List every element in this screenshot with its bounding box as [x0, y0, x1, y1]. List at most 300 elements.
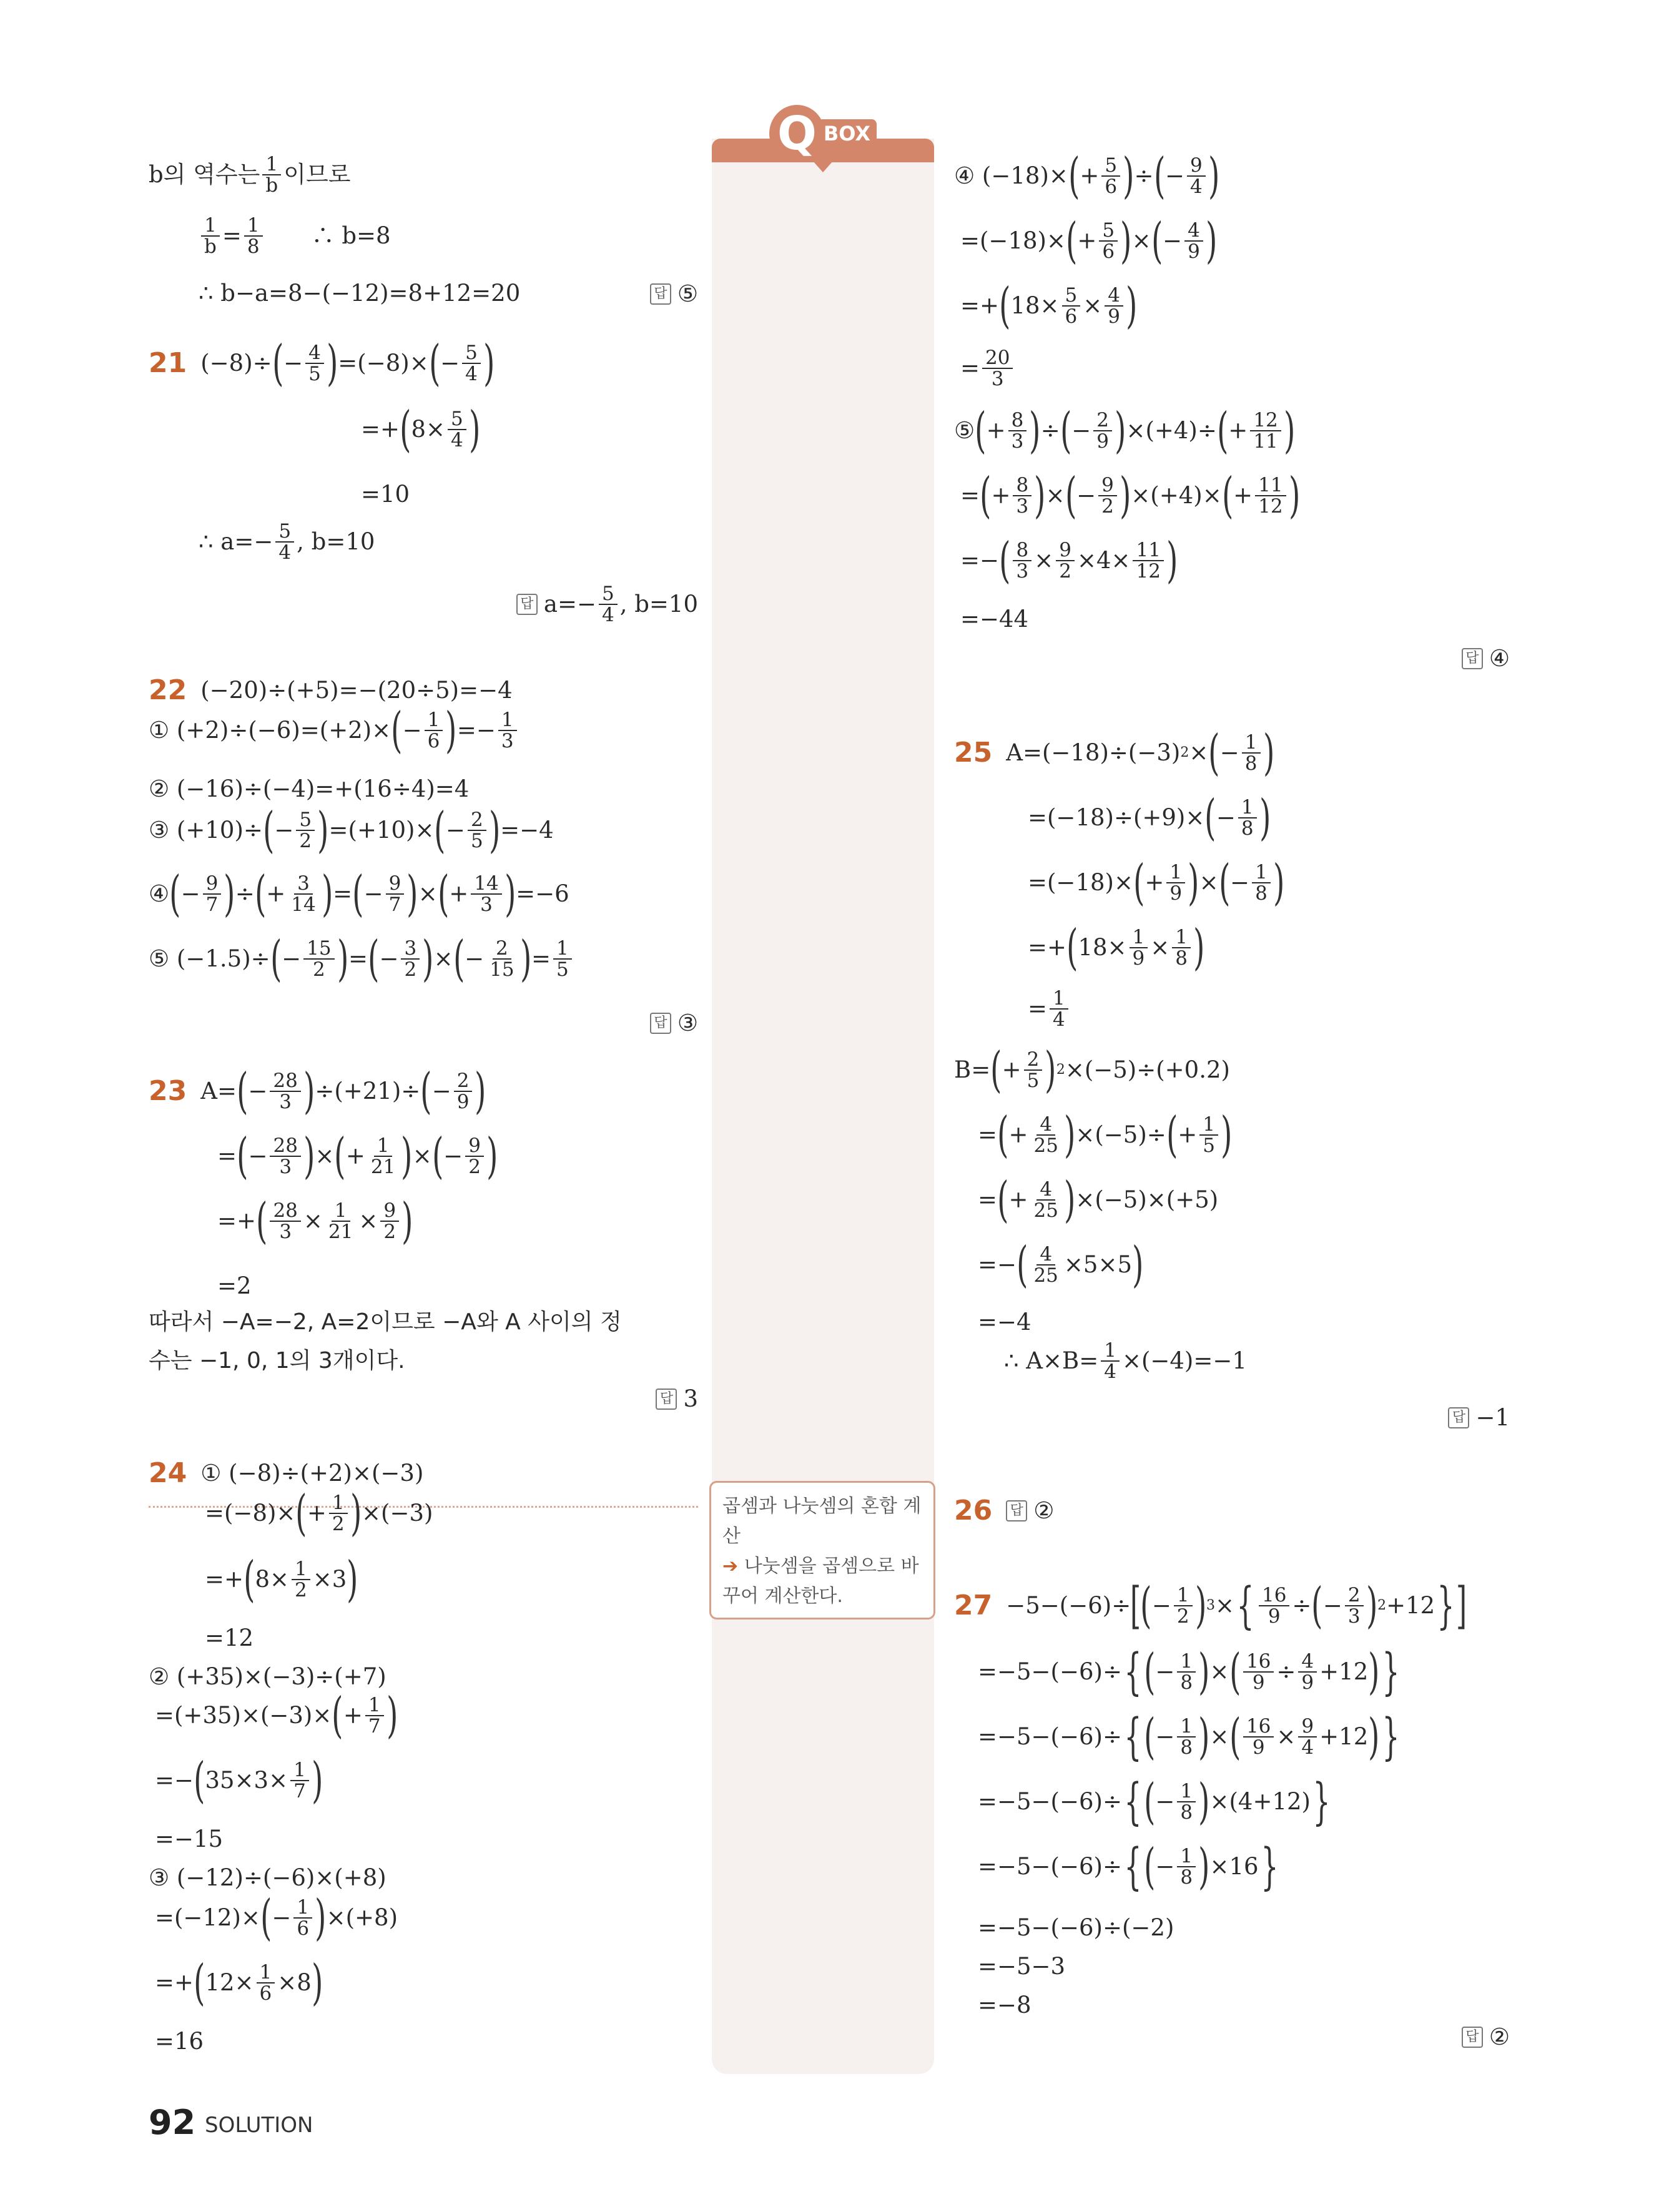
- denominator: 7: [388, 893, 401, 916]
- paren: ): [475, 1063, 486, 1119]
- fraction: [1008, 410, 1027, 451]
- math-text: ×: [1209, 1658, 1229, 1685]
- denominator: 2: [332, 1513, 345, 1535]
- denominator: 8: [1180, 1671, 1193, 1694]
- math-text: ② (−16)÷(−4)=+(16÷4)=4: [149, 775, 470, 802]
- paren: (: [980, 468, 992, 524]
- paren: (: [453, 931, 465, 987]
- problem-number: 22: [149, 674, 187, 706]
- math-text: +: [991, 482, 1011, 509]
- numerator: 5: [599, 584, 618, 605]
- math-text: ④ (−18)×: [954, 162, 1068, 189]
- answer-icon: 답: [650, 1013, 671, 1034]
- math-text: =: [978, 1121, 998, 1148]
- denominator: 7: [368, 1715, 381, 1738]
- paren: ): [224, 866, 235, 922]
- math-text: −: [283, 350, 303, 376]
- math-text: 12×: [205, 1969, 254, 1996]
- paren: (: [237, 1128, 249, 1184]
- answer-a21: [516, 584, 698, 625]
- numerator: 4: [305, 343, 324, 364]
- math-text: =+: [205, 1566, 244, 1593]
- math-text: =−15: [155, 1826, 224, 1852]
- fraction: [1174, 1585, 1193, 1626]
- denominator: b: [204, 235, 217, 258]
- paren: ): [1166, 533, 1178, 589]
- solution-line-q23b: [217, 1128, 498, 1184]
- problem-number: 27: [954, 1590, 993, 1621]
- math-text: ×: [315, 1143, 335, 1169]
- solution-line-q23c: [217, 1193, 413, 1249]
- paren: ): [1126, 278, 1138, 334]
- paren: (: [990, 1042, 1002, 1098]
- paren: (: [997, 1107, 1009, 1163]
- paren: ): [311, 1955, 323, 2011]
- math-text: +: [1008, 1121, 1028, 1148]
- paren: (: [1068, 148, 1080, 204]
- denominator: 21: [370, 1156, 396, 1178]
- denominator: 2: [468, 1156, 481, 1178]
- fraction: [270, 1071, 300, 1112]
- paren: (: [400, 401, 411, 458]
- solution-line-q25e: [1028, 984, 1071, 1034]
- numerator: 8: [1013, 540, 1031, 561]
- fraction: [1099, 220, 1118, 262]
- math-text: ÷: [1276, 1658, 1296, 1685]
- fraction: [1252, 862, 1271, 903]
- math-text: =−5−(−6)÷: [978, 1788, 1122, 1815]
- answer-a25: [1448, 1404, 1510, 1432]
- numerator: 28: [270, 1136, 300, 1157]
- math-text: b의 역수는: [149, 161, 260, 188]
- math-text: ③ (+10)÷: [149, 817, 263, 843]
- fraction: [275, 521, 294, 563]
- numerator: 9: [380, 1201, 399, 1222]
- fraction: [1013, 540, 1031, 581]
- denominator: 12: [1136, 560, 1161, 582]
- paren: ): [303, 1128, 315, 1184]
- paren: (: [295, 1485, 307, 1541]
- math-text: −: [248, 1078, 268, 1104]
- solution-line-q22e: [149, 866, 569, 922]
- bracket: {: [1124, 1643, 1142, 1701]
- solution-line-q27d: [978, 1772, 1332, 1831]
- paren: (: [254, 866, 267, 922]
- paren: (: [262, 802, 275, 858]
- math-text: =+: [217, 1207, 257, 1234]
- paren: (: [1065, 468, 1077, 524]
- denominator: 5: [470, 830, 483, 852]
- answer-text: −1: [1475, 1404, 1510, 1431]
- numerator: 28: [270, 1071, 300, 1092]
- math-text: −: [1071, 417, 1091, 444]
- paren: (: [420, 1063, 432, 1119]
- denominator: 8: [1180, 1801, 1193, 1824]
- math-text: +12: [1386, 1592, 1435, 1619]
- denominator: 2: [1176, 1605, 1189, 1628]
- solution-line-q27b: [978, 1643, 1402, 1701]
- paren: ): [350, 1485, 362, 1541]
- denominator: 14: [291, 893, 316, 916]
- solution-line-q27e: [978, 1837, 1281, 1895]
- numerator: 1: [1172, 927, 1191, 948]
- paren: ): [303, 1063, 315, 1119]
- math-text: =+: [361, 416, 400, 443]
- solution-line-q24t: [960, 604, 1028, 635]
- math-text: =−5−(−6)÷: [978, 1853, 1122, 1880]
- paren: (: [1151, 213, 1163, 269]
- math-text: =−: [978, 1251, 1017, 1278]
- numerator: 9: [386, 873, 405, 895]
- solution-line-q25c: [1028, 855, 1285, 911]
- numerator: 1: [1177, 1651, 1196, 1673]
- fraction: [270, 1201, 300, 1242]
- math-text: ×(−5)÷: [1075, 1121, 1166, 1148]
- paren: ): [1198, 1644, 1210, 1700]
- math-text: =+: [1028, 934, 1067, 961]
- solution-line-q24q: [954, 403, 1296, 459]
- math-text: 35×3×: [205, 1767, 288, 1794]
- numerator: 1: [292, 1559, 310, 1580]
- fraction: [203, 873, 222, 915]
- math-text: +: [1077, 227, 1097, 254]
- fraction: [386, 873, 405, 915]
- fraction: [1130, 927, 1148, 968]
- math-text: ×: [1189, 739, 1209, 766]
- math-text: =: [348, 945, 368, 972]
- math-text: ×(−5)÷(+0.2): [1065, 1056, 1230, 1083]
- numerator: 1: [1166, 862, 1185, 883]
- fraction: [365, 1695, 384, 1736]
- denominator: 8: [1241, 817, 1254, 840]
- solution-line-q22c: [149, 774, 469, 805]
- numerator: 1: [262, 154, 281, 175]
- exponent: 3: [1206, 1598, 1216, 1613]
- math-text: 이므로: [283, 161, 351, 188]
- denominator: 4: [278, 541, 292, 564]
- paren: ): [1188, 855, 1199, 911]
- solution-line-q21b: [361, 401, 481, 458]
- answer-icon: 답: [1006, 1500, 1027, 1521]
- denominator: 2: [295, 1579, 307, 1601]
- paren: ): [311, 1752, 323, 1809]
- fraction: [1199, 1114, 1218, 1156]
- answer-text: 3: [683, 1385, 698, 1412]
- qbox-box-label: BOX: [817, 119, 877, 148]
- denominator: 3: [991, 368, 1004, 390]
- denominator: 9: [456, 1091, 470, 1113]
- math-text: ×: [1083, 292, 1103, 319]
- numerator: 20: [982, 348, 1013, 369]
- numerator: 9: [1056, 540, 1075, 561]
- denominator: 9: [1096, 430, 1109, 453]
- math-text: ×(+4)÷: [1126, 417, 1217, 444]
- exponent: 2: [1056, 1062, 1065, 1078]
- numerator: 1: [365, 1695, 384, 1716]
- fraction: [305, 343, 324, 384]
- qbox-q-letter: Q: [769, 105, 825, 162]
- fraction: [303, 938, 334, 980]
- page-number: 92: [149, 2103, 196, 2142]
- solution-line-q23a: [149, 1063, 486, 1119]
- math-text: 수는 −1, 0, 1의 3개이다.: [149, 1348, 405, 1374]
- solution-line-q24c: [205, 1551, 358, 1608]
- math-text: −: [248, 1143, 268, 1169]
- qbox-badge: [769, 105, 877, 162]
- math-text: =−5−3: [978, 1953, 1066, 1980]
- exponent: 2: [1180, 745, 1189, 760]
- solution-line-q24m: [954, 148, 1220, 204]
- paren: (: [999, 278, 1011, 334]
- answer-icon: 답: [656, 1389, 677, 1410]
- math-text: ×(+4)×: [1131, 482, 1222, 509]
- numerator: 1: [1050, 988, 1068, 1010]
- paren: (: [1311, 1578, 1323, 1634]
- math-text: ÷: [1292, 1592, 1312, 1619]
- paren: ): [315, 1890, 327, 1946]
- math-text: −: [402, 717, 422, 744]
- math-text: ×: [433, 945, 453, 972]
- paren: ): [401, 1193, 413, 1249]
- math-text: =−44: [960, 606, 1029, 632]
- numerator: 1: [1177, 1781, 1196, 1802]
- paren: (: [1216, 403, 1229, 459]
- solution-line-q25i: [978, 1237, 1144, 1293]
- paren: ): [1194, 1578, 1206, 1634]
- solution-line-q21d: [199, 517, 375, 567]
- numerator: 14: [471, 873, 501, 895]
- paren: ): [1198, 1839, 1210, 1895]
- answer-icon: 답: [1462, 2027, 1483, 2048]
- numerator: 5: [296, 810, 315, 831]
- denominator: 2: [299, 830, 312, 852]
- paren: ): [321, 866, 333, 922]
- paren: ): [1132, 1237, 1144, 1293]
- numerator: 15: [303, 938, 334, 960]
- denominator: 2: [383, 1221, 396, 1243]
- paren: (: [1229, 1644, 1241, 1700]
- math-text: ×: [1199, 869, 1219, 896]
- paren: ): [406, 866, 418, 922]
- answer-a20: [650, 280, 698, 308]
- denominator: 3: [279, 1221, 292, 1243]
- math-text: ②: [1033, 1497, 1055, 1524]
- paren: ): [1064, 1107, 1076, 1163]
- paren: ): [483, 335, 495, 391]
- numerator: 1: [244, 215, 263, 237]
- math-text: , b=10: [297, 528, 375, 555]
- numerator: 2: [1093, 410, 1112, 431]
- numerator: 5: [1101, 155, 1120, 177]
- solution-line-q21a: [149, 335, 495, 391]
- math-text: =−5−(−6)÷(−2): [978, 1914, 1174, 1941]
- numerator: 5: [275, 521, 294, 543]
- paren: ): [488, 802, 501, 858]
- math-text: +: [307, 1500, 327, 1526]
- solution-line-q21c: [361, 479, 410, 510]
- paren: (: [270, 931, 282, 987]
- math-text: ×: [412, 1143, 432, 1169]
- fraction: [288, 873, 318, 915]
- fraction: [292, 1559, 310, 1600]
- fraction: [1056, 540, 1075, 581]
- math-text: −: [272, 1904, 292, 1931]
- fraction: [982, 348, 1013, 389]
- paren: ): [317, 802, 329, 858]
- numerator: 4: [1036, 1244, 1055, 1266]
- numerator: 16: [1243, 1716, 1274, 1738]
- math-text: ∴ b−a=8−(−12)=8+12=20: [199, 280, 521, 307]
- paren: (: [368, 931, 380, 987]
- paren: (: [1143, 1709, 1156, 1765]
- left-column: [149, 0, 698, 2123]
- math-text: +: [1002, 1056, 1021, 1083]
- solution-line-q22f: [149, 931, 574, 987]
- bracket: {: [1236, 1576, 1254, 1634]
- fraction: [293, 1897, 312, 1939]
- math-text: ×8: [277, 1969, 312, 1996]
- fraction: [1093, 410, 1112, 451]
- paren: ): [1034, 468, 1046, 524]
- solution-line-q24d: [205, 1623, 254, 1654]
- denominator: 6: [259, 1982, 272, 2005]
- math-text: =: [960, 482, 980, 509]
- bracket: {: [1124, 1837, 1142, 1895]
- denominator: 6: [1105, 175, 1118, 198]
- math-text: =−: [960, 547, 1000, 574]
- numerator: 1: [201, 215, 220, 237]
- paren: ): [1368, 1644, 1380, 1700]
- paren: (: [437, 866, 450, 922]
- math-text: =(−12)×: [155, 1904, 260, 1931]
- math-text: =: [333, 880, 353, 907]
- math-text: −: [1155, 1658, 1175, 1685]
- denominator: 6: [297, 1917, 310, 1940]
- denominator: 4: [465, 363, 478, 385]
- tip-body: 나눗셈을 곱셈으로 바꾸어 계산한다.: [722, 1555, 919, 1607]
- numerator: 1: [1252, 862, 1271, 883]
- fraction: [1133, 540, 1163, 581]
- paren: ): [1368, 1709, 1380, 1765]
- denominator: 3: [480, 893, 493, 916]
- math-text: =−5−(−6)÷: [978, 1658, 1122, 1685]
- fraction: [1243, 1651, 1274, 1693]
- math-text: =(−18)×: [960, 227, 1066, 254]
- denominator: 4: [601, 604, 614, 626]
- math-text: 18×: [1078, 934, 1127, 961]
- paren: ): [445, 702, 457, 759]
- fraction: [462, 343, 481, 384]
- solution-line-q27f: [978, 1912, 1174, 1944]
- fraction: [1101, 155, 1120, 197]
- numerator: 9: [1098, 475, 1117, 496]
- paren: ): [337, 931, 348, 987]
- math-text: =16: [155, 2028, 204, 2055]
- paren: ): [486, 1128, 498, 1184]
- tip-body-line: [722, 1551, 922, 1611]
- paren: (: [256, 1193, 268, 1249]
- math-text: ÷(+21)÷: [315, 1078, 421, 1104]
- fraction: [1255, 475, 1286, 516]
- fraction: [1172, 927, 1191, 968]
- paren: (: [1153, 148, 1165, 204]
- math-text: +: [1080, 162, 1100, 189]
- numerator: 2: [1345, 1585, 1364, 1606]
- math-text: −: [180, 880, 200, 907]
- math-text: =10: [361, 481, 410, 508]
- math-text: −: [1155, 1723, 1175, 1750]
- solution-line-q24h: [155, 1824, 223, 1855]
- numerator: 1: [293, 1897, 312, 1919]
- paren: ): [1221, 1107, 1233, 1163]
- numerator: 3: [294, 873, 313, 895]
- denominator: 3: [1016, 495, 1029, 518]
- math-text: ×: [418, 880, 438, 907]
- paren: ): [1273, 855, 1285, 911]
- solution-line-q25j: [978, 1307, 1031, 1338]
- fraction: [1030, 1114, 1061, 1156]
- denominator: 2: [312, 958, 325, 981]
- paren: (: [1143, 1644, 1156, 1700]
- paren: (: [1066, 213, 1078, 269]
- right-column: [954, 0, 1510, 2123]
- paren: ): [468, 401, 481, 458]
- denominator: 3: [279, 1091, 292, 1113]
- fraction: [1250, 410, 1281, 451]
- denominator: 11: [1253, 430, 1278, 453]
- fraction: [1101, 1340, 1120, 1382]
- fraction: [448, 409, 466, 450]
- denominator: 2: [404, 958, 417, 981]
- solution-line-q22d: [149, 802, 554, 858]
- problem-number: 26: [954, 1495, 993, 1526]
- fraction: [465, 1136, 484, 1177]
- math-text: ×: [358, 1207, 378, 1234]
- math-text: −: [1216, 804, 1236, 831]
- numerator: 3: [401, 938, 420, 960]
- solution-line-q23d: [217, 1271, 252, 1302]
- solution-line-q25f: [954, 1042, 1230, 1098]
- qbox-tip: [709, 1481, 935, 1620]
- bracket: }: [1437, 1576, 1455, 1634]
- paren: (: [1143, 1774, 1156, 1830]
- math-text: 8×: [411, 416, 445, 443]
- fraction: [290, 1760, 309, 1801]
- paren: (: [169, 866, 181, 922]
- paren: ): [401, 1128, 413, 1184]
- numerator: 1: [553, 938, 572, 960]
- numerator: 1: [1177, 1846, 1196, 1867]
- solution-line-q24r: [960, 468, 1300, 524]
- math-text: ∴ A×B=: [1004, 1347, 1099, 1374]
- numerator: 1: [1199, 1114, 1218, 1136]
- math-text: −: [379, 945, 399, 972]
- solution-line-q24n: [960, 213, 1218, 269]
- math-text: =: [217, 1143, 237, 1169]
- paren: (: [260, 1890, 272, 1946]
- math-text: −: [1151, 1592, 1171, 1619]
- paren: (: [1204, 790, 1216, 846]
- denominator: 5: [1203, 1134, 1215, 1157]
- fraction: [1177, 1781, 1196, 1822]
- solution-line-p20b: [199, 211, 391, 261]
- numerator: 11: [1255, 475, 1286, 496]
- paren: (: [434, 802, 446, 858]
- math-text: =: [222, 222, 242, 249]
- problem-number: 21: [149, 347, 187, 379]
- solution-line-p20a: [149, 150, 351, 200]
- denominator: 7: [293, 1780, 306, 1802]
